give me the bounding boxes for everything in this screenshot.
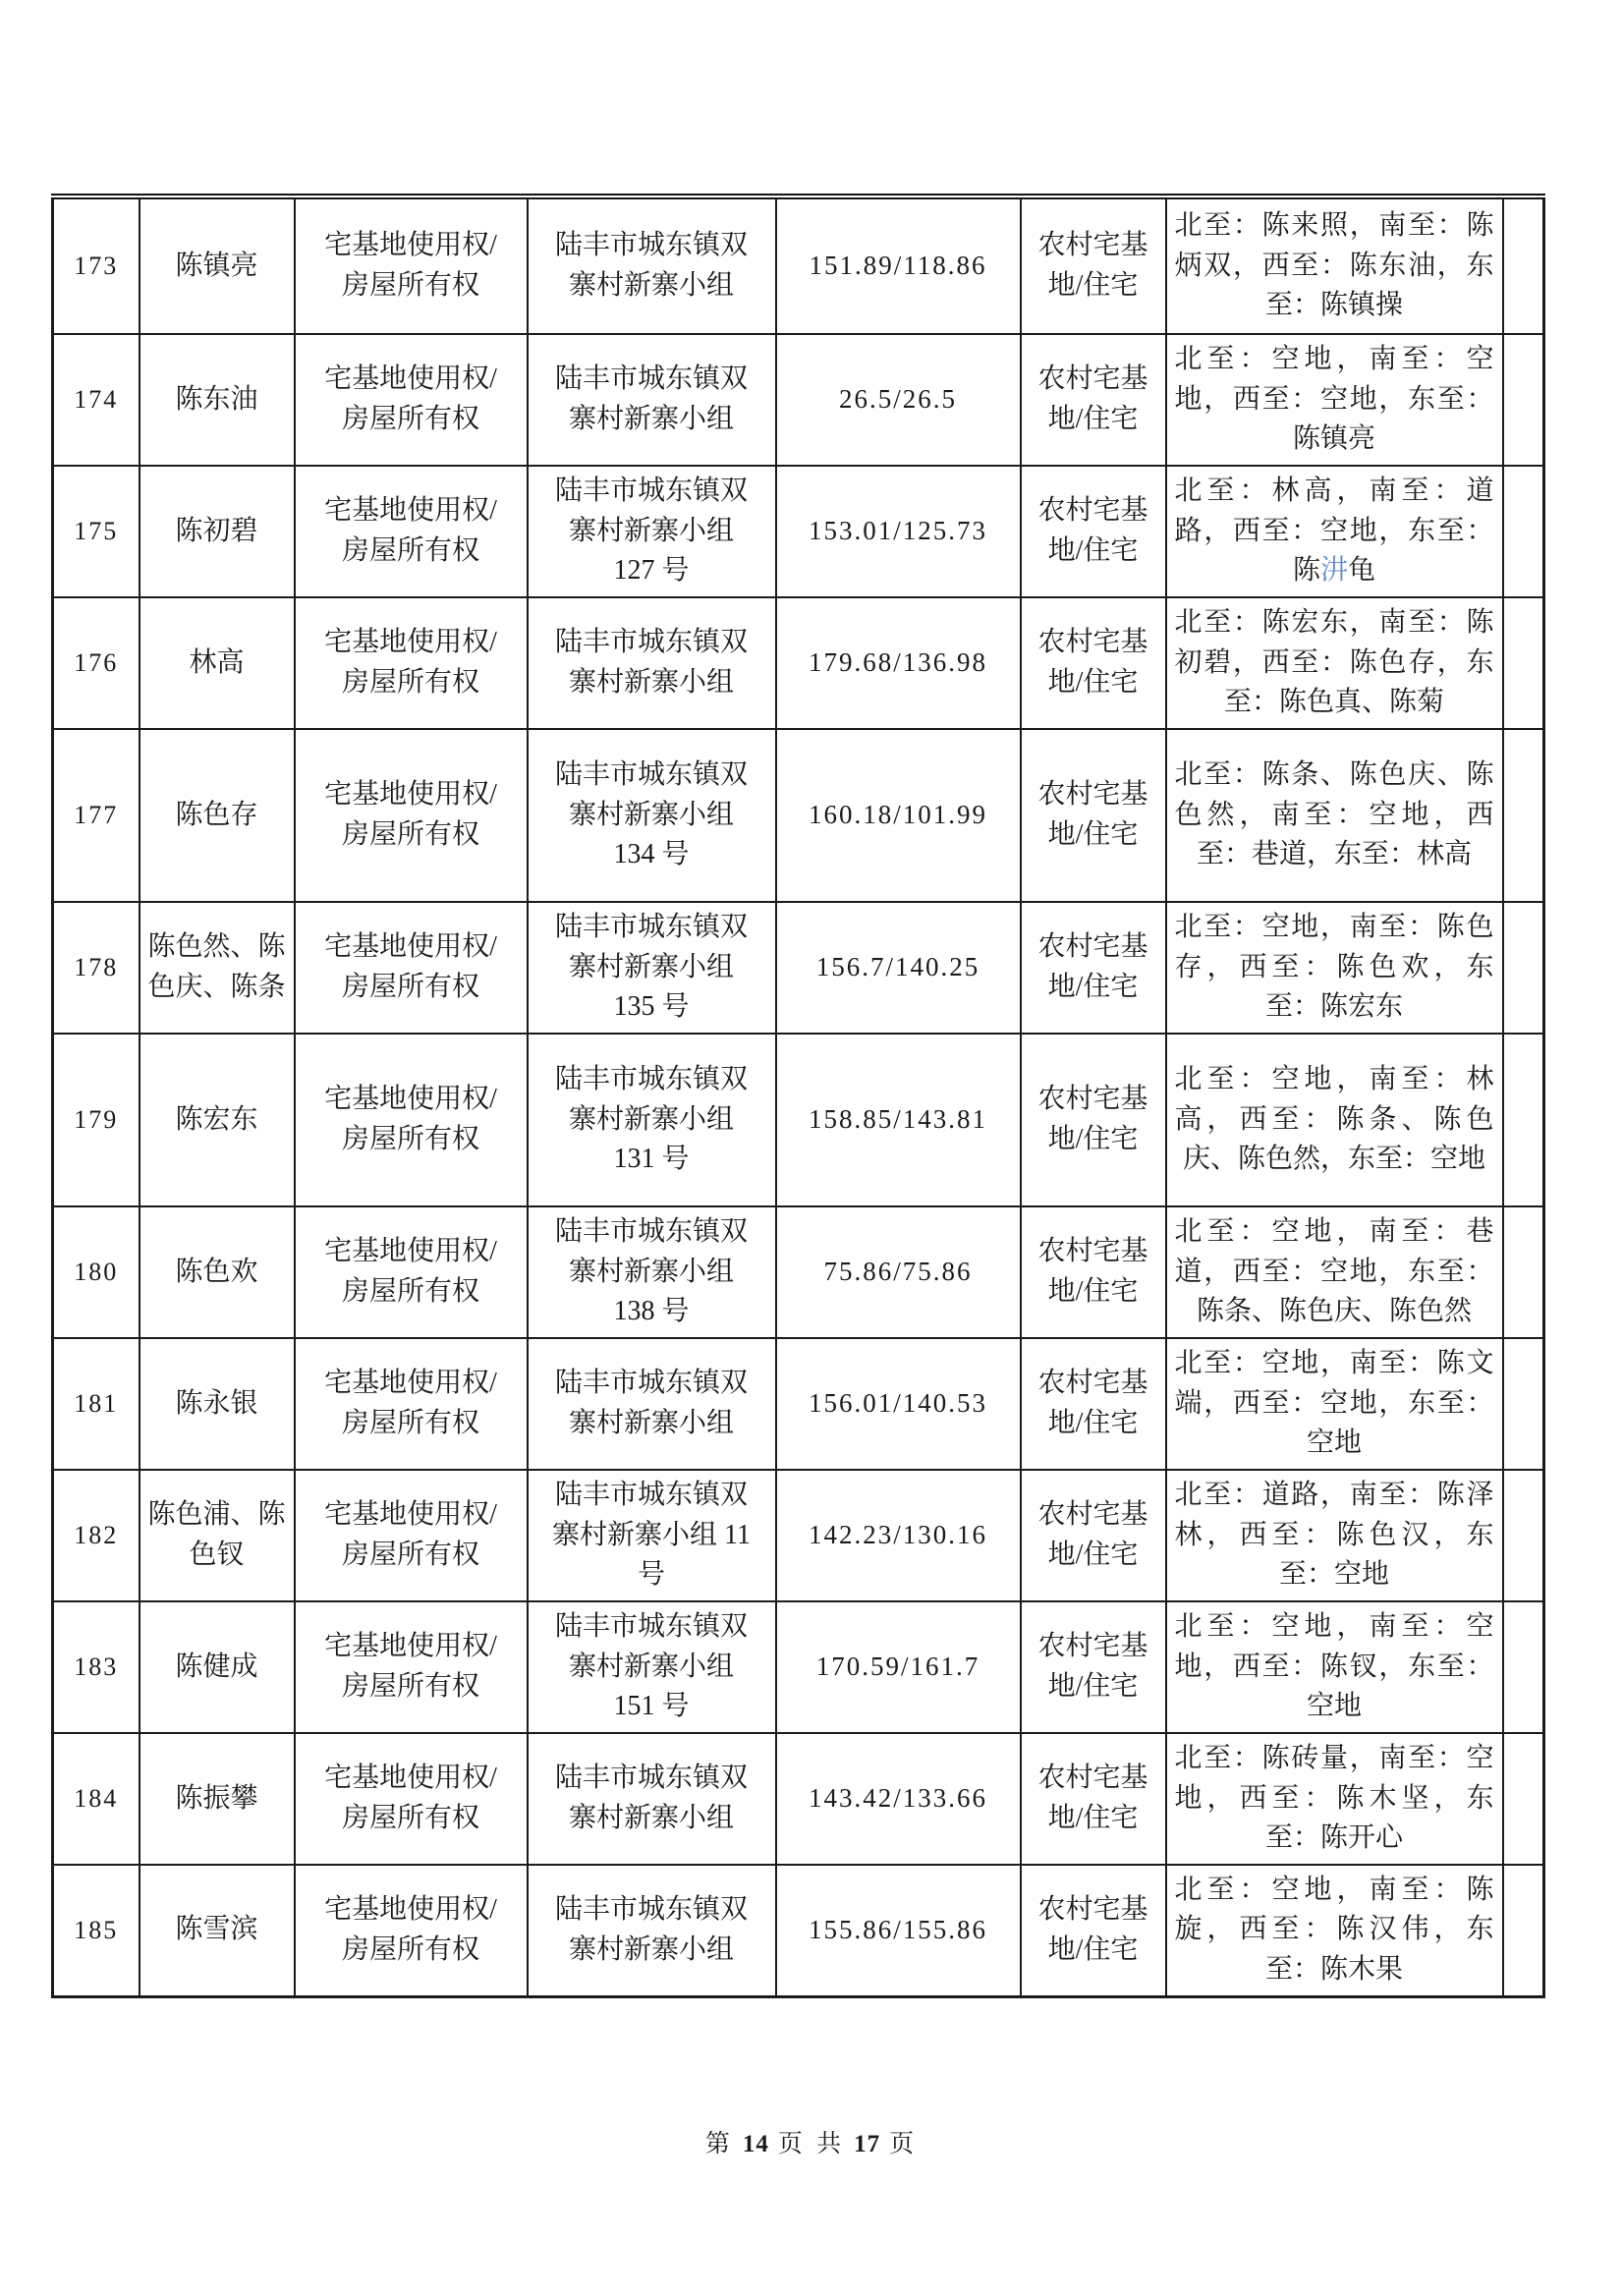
cell-rights: 宅基地使用权/ 房屋所有权 xyxy=(295,1733,528,1865)
cell-blank xyxy=(1503,1601,1544,1733)
cell-name: 陈东油 xyxy=(140,334,295,466)
table-row xyxy=(53,1206,1544,1338)
cell-location: 陆丰市城东镇双 寨村新寨小组 134 号 xyxy=(528,729,776,902)
cell-blank xyxy=(1503,466,1544,597)
cell-location: 陆丰市城东镇双 寨村新寨小组 xyxy=(528,1733,776,1865)
table-row xyxy=(53,729,1544,902)
cell-rights: 宅基地使用权/ 房屋所有权 xyxy=(295,902,528,1034)
cell-area: 156.7/140.25 xyxy=(776,902,1021,1034)
cell-name: 陈色然、陈 色庆、陈条 xyxy=(140,902,295,1034)
cell-location: 陆丰市城东镇双 寨村新寨小组 127 号 xyxy=(528,466,776,597)
cell-no: 177 xyxy=(53,729,140,902)
table-row xyxy=(53,1470,1544,1601)
cell-rights: 宅基地使用权/ 房屋所有权 xyxy=(295,1034,528,1206)
table-row xyxy=(53,597,1544,729)
cell-area: 158.85/143.81 xyxy=(776,1034,1021,1206)
cell-boundary: 北至：陈宏东，南至：陈初碧，西至：陈色存，东至：陈色真、陈菊 xyxy=(1166,597,1503,729)
cell-area: 142.23/130.16 xyxy=(776,1470,1021,1601)
cell-boundary: 北至：林高，南至：道路，西至：空地，东至：陈汫龟 xyxy=(1166,466,1503,597)
cell-boundary: 北至：空地，南至：空地，西至：空地，东至：陈镇亮 xyxy=(1166,334,1503,466)
cell-blank xyxy=(1503,196,1544,334)
cell-location: 陆丰市城东镇双 寨村新寨小组 131 号 xyxy=(528,1034,776,1206)
cell-rights: 宅基地使用权/ 房屋所有权 xyxy=(295,1865,528,1996)
cell-type: 农村宅基 地/住宅 xyxy=(1021,196,1166,334)
cell-blank xyxy=(1503,1865,1544,1996)
cell-boundary: 北至：空地，南至：巷道，西至：空地，东至：陈条、陈色庆、陈色然 xyxy=(1166,1206,1503,1338)
cell-type: 农村宅基 地/住宅 xyxy=(1021,1338,1166,1470)
land-rights-table xyxy=(51,194,1545,1998)
cell-type: 农村宅基 地/住宅 xyxy=(1021,597,1166,729)
table-row xyxy=(53,466,1544,597)
cell-name: 陈色存 xyxy=(140,729,295,902)
cell-area: 26.5/26.5 xyxy=(776,334,1021,466)
table-row xyxy=(53,1601,1544,1733)
cell-type: 农村宅基 地/住宅 xyxy=(1021,902,1166,1034)
cell-name: 陈色浦、陈 色钗 xyxy=(140,1470,295,1601)
cell-rights: 宅基地使用权/ 房屋所有权 xyxy=(295,334,528,466)
table-row xyxy=(53,902,1544,1034)
cell-area: 156.01/140.53 xyxy=(776,1338,1021,1470)
cell-no: 185 xyxy=(53,1865,140,1996)
cell-name: 陈健成 xyxy=(140,1601,295,1733)
cell-rights: 宅基地使用权/ 房屋所有权 xyxy=(295,729,528,902)
footer-page-number: 14 xyxy=(742,2131,769,2157)
cell-blank xyxy=(1503,1206,1544,1338)
cell-area: 170.59/161.7 xyxy=(776,1601,1021,1733)
cell-type: 农村宅基 地/住宅 xyxy=(1021,729,1166,902)
cell-boundary: 北至：空地，南至：陈旋，西至：陈汉伟，东至：陈木果 xyxy=(1166,1865,1503,1996)
cell-location: 陆丰市城东镇双 寨村新寨小组 xyxy=(528,1865,776,1996)
cell-blank xyxy=(1503,902,1544,1034)
cell-boundary: 北至：道路，南至：陈泽林，西至：陈色汉，东至：空地 xyxy=(1166,1470,1503,1601)
cell-no: 173 xyxy=(53,196,140,334)
cell-location: 陆丰市城东镇双 寨村新寨小组 xyxy=(528,597,776,729)
cell-boundary: 北至：空地，南至：林高，西至：陈条、陈色庆、陈色然，东至：空地 xyxy=(1166,1034,1503,1206)
cell-blank xyxy=(1503,1733,1544,1865)
cell-blank xyxy=(1503,1470,1544,1601)
cell-area: 75.86/75.86 xyxy=(776,1206,1021,1338)
cell-type: 农村宅基 地/住宅 xyxy=(1021,466,1166,597)
cell-boundary: 北至：陈来照，南至：陈炳双，西至：陈东油，东至：陈镇操 xyxy=(1166,196,1503,334)
table-row xyxy=(53,1865,1544,1996)
cell-type: 农村宅基 地/住宅 xyxy=(1021,1601,1166,1733)
cell-type: 农村宅基 地/住宅 xyxy=(1021,1733,1166,1865)
table-row xyxy=(53,1338,1544,1470)
cell-rights: 宅基地使用权/ 房屋所有权 xyxy=(295,196,528,334)
cell-no: 174 xyxy=(53,334,140,466)
cell-no: 183 xyxy=(53,1601,140,1733)
footer-prefix: 第 xyxy=(704,2131,734,2157)
table-body xyxy=(53,196,1544,1996)
cell-location: 陆丰市城东镇双 寨村新寨小组 151 号 xyxy=(528,1601,776,1733)
cell-blank xyxy=(1503,1338,1544,1470)
cell-no: 176 xyxy=(53,597,140,729)
cell-area: 143.42/133.66 xyxy=(776,1733,1021,1865)
cell-area: 155.86/155.86 xyxy=(776,1865,1021,1996)
cell-location: 陆丰市城东镇双 寨村新寨小组 xyxy=(528,1338,776,1470)
footer-total-pages: 17 xyxy=(854,2131,881,2157)
cell-type: 农村宅基 地/住宅 xyxy=(1021,1865,1166,1996)
cell-boundary: 北至：陈条、陈色庆、陈色然，南至：空地，西至：巷道，东至：林高 xyxy=(1166,729,1503,902)
cell-name: 林高 xyxy=(140,597,295,729)
cell-name: 陈宏东 xyxy=(140,1034,295,1206)
cell-rights: 宅基地使用权/ 房屋所有权 xyxy=(295,597,528,729)
table-row xyxy=(53,1034,1544,1206)
footer-middle: 页 共 xyxy=(777,2131,846,2157)
cell-type: 农村宅基 地/住宅 xyxy=(1021,1034,1166,1206)
table-row xyxy=(53,196,1544,334)
cell-area: 153.01/125.73 xyxy=(776,466,1021,597)
cell-no: 175 xyxy=(53,466,140,597)
cell-location: 陆丰市城东镇双 寨村新寨小组 xyxy=(528,334,776,466)
cell-type: 农村宅基 地/住宅 xyxy=(1021,1206,1166,1338)
cell-blank xyxy=(1503,597,1544,729)
cell-no: 179 xyxy=(53,1034,140,1206)
cell-no: 181 xyxy=(53,1338,140,1470)
cell-type: 农村宅基 地/住宅 xyxy=(1021,334,1166,466)
cell-blank xyxy=(1503,1034,1544,1206)
cell-name: 陈色欢 xyxy=(140,1206,295,1338)
cell-boundary: 北至：空地，南至：陈文端，西至：空地，东至：空地 xyxy=(1166,1338,1503,1470)
cell-area: 179.68/136.98 xyxy=(776,597,1021,729)
cell-no: 182 xyxy=(53,1470,140,1601)
cell-boundary: 北至：空地，南至：陈色存，西至：陈色欢，东至：陈宏东 xyxy=(1166,902,1503,1034)
table-row xyxy=(53,334,1544,466)
cell-location: 陆丰市城东镇双 寨村新寨小组 135 号 xyxy=(528,902,776,1034)
cell-blank xyxy=(1503,729,1544,902)
cell-rights: 宅基地使用权/ 房屋所有权 xyxy=(295,1470,528,1601)
cell-name: 陈镇亮 xyxy=(140,196,295,334)
cell-rights: 宅基地使用权/ 房屋所有权 xyxy=(295,1338,528,1470)
cell-boundary: 北至：空地，南至：空地，西至：陈钗，东至：空地 xyxy=(1166,1601,1503,1733)
cell-blank xyxy=(1503,334,1544,466)
cell-name: 陈永银 xyxy=(140,1338,295,1470)
cell-location: 陆丰市城东镇双 寨村新寨小组 xyxy=(528,196,776,334)
cell-rights: 宅基地使用权/ 房屋所有权 xyxy=(295,466,528,597)
cell-area: 151.89/118.86 xyxy=(776,196,1021,334)
footer-suffix: 页 xyxy=(889,2131,919,2157)
cell-name: 陈初碧 xyxy=(140,466,295,597)
cell-location: 陆丰市城东镇双 寨村新寨小组 138 号 xyxy=(528,1206,776,1338)
cell-no: 184 xyxy=(53,1733,140,1865)
page-footer xyxy=(0,2124,1623,2159)
cell-type: 农村宅基 地/住宅 xyxy=(1021,1470,1166,1601)
table-row xyxy=(53,1733,1544,1865)
cell-rights: 宅基地使用权/ 房屋所有权 xyxy=(295,1601,528,1733)
cell-rights: 宅基地使用权/ 房屋所有权 xyxy=(295,1206,528,1338)
cell-location: 陆丰市城东镇双 寨村新寨小组 11 号 xyxy=(528,1470,776,1601)
cell-no: 180 xyxy=(53,1206,140,1338)
cell-area: 160.18/101.99 xyxy=(776,729,1021,902)
cell-name: 陈雪滨 xyxy=(140,1865,295,1996)
cell-boundary: 北至：陈砖量，南至：空地，西至：陈木坚，东至：陈开心 xyxy=(1166,1733,1503,1865)
cell-no: 178 xyxy=(53,902,140,1034)
cell-name: 陈振攀 xyxy=(140,1733,295,1865)
